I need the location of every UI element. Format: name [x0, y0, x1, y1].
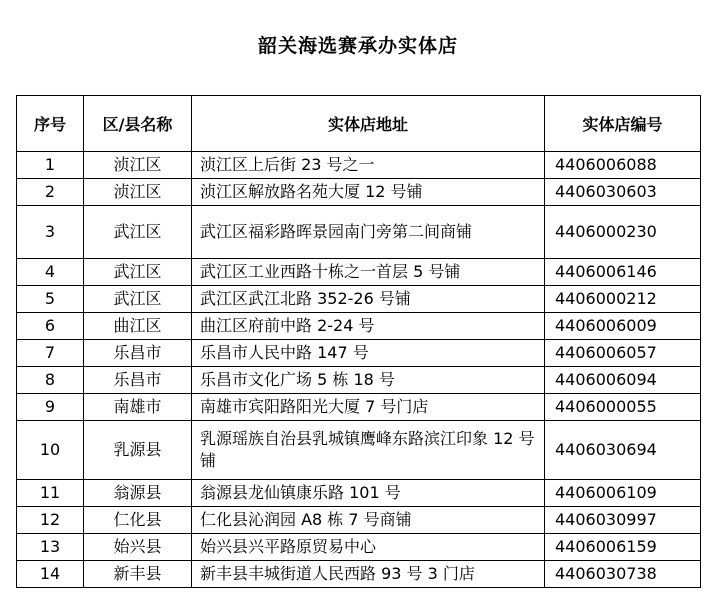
cell-district: 翁源县 — [84, 480, 192, 507]
cell-seq: 8 — [17, 367, 84, 394]
cell-code: 4406006009 — [545, 313, 701, 340]
cell-seq: 11 — [17, 480, 84, 507]
table-row — [17, 340, 701, 367]
table-row — [17, 286, 701, 313]
cell-address: 乳源瑶族自治县乳城镇鹰峰东路滨江印象 12 号铺 — [192, 421, 545, 480]
cell-seq: 2 — [17, 179, 84, 206]
page-title: 韶关海选赛承办实体店 — [257, 35, 458, 57]
cell-seq: 1 — [17, 152, 84, 179]
cell-code: 4406006109 — [545, 480, 701, 507]
header-seq: 序号 — [17, 96, 84, 152]
cell-district: 仁化县 — [84, 507, 192, 534]
cell-code: 4406000230 — [545, 206, 701, 259]
table-row — [17, 313, 701, 340]
cell-seq: 10 — [17, 421, 84, 480]
table-row — [17, 152, 701, 179]
cell-code: 4406006088 — [545, 152, 701, 179]
header-code: 实体店编号 — [545, 96, 701, 152]
cell-district: 浈江区 — [84, 179, 192, 206]
cell-seq: 4 — [17, 259, 84, 286]
table-row — [17, 394, 701, 421]
cell-code: 4406030694 — [545, 421, 701, 480]
table-row — [17, 561, 701, 588]
cell-district: 曲江区 — [84, 313, 192, 340]
cell-seq: 13 — [17, 534, 84, 561]
cell-address: 乐昌市文化广场 5 栋 18 号 — [192, 367, 545, 394]
table-header-row — [17, 96, 701, 152]
table-row — [17, 179, 701, 206]
cell-address: 武江区武江北路 352-26 号铺 — [192, 286, 545, 313]
cell-address: 仁化县沁润园 A8 栋 7 号商铺 — [192, 507, 545, 534]
cell-address: 南雄市宾阳路阳光大厦 7 号门店 — [192, 394, 545, 421]
cell-code: 4406030738 — [545, 561, 701, 588]
cell-seq: 12 — [17, 507, 84, 534]
cell-district: 乐昌市 — [84, 340, 192, 367]
cell-code: 4406006159 — [545, 534, 701, 561]
cell-seq: 7 — [17, 340, 84, 367]
table-row — [17, 367, 701, 394]
cell-address: 曲江区府前中路 2-24 号 — [192, 313, 545, 340]
cell-code: 4406030997 — [545, 507, 701, 534]
table-row — [17, 206, 701, 259]
store-table — [16, 95, 701, 588]
cell-seq: 6 — [17, 313, 84, 340]
header-address: 实体店地址 — [192, 96, 545, 152]
cell-district: 浈江区 — [84, 152, 192, 179]
cell-address: 武江区工业西路十栋之一首层 5 号铺 — [192, 259, 545, 286]
cell-district: 始兴县 — [84, 534, 192, 561]
table-row — [17, 507, 701, 534]
cell-address: 始兴县兴平路原贸易中心 — [192, 534, 545, 561]
cell-district: 武江区 — [84, 259, 192, 286]
cell-address: 浈江区上后街 23 号之一 — [192, 152, 545, 179]
cell-seq: 14 — [17, 561, 84, 588]
table-row — [17, 259, 701, 286]
cell-district: 新丰县 — [84, 561, 192, 588]
cell-address: 新丰县丰城街道人民西路 93 号 3 门店 — [192, 561, 545, 588]
cell-seq: 5 — [17, 286, 84, 313]
cell-code: 4406000212 — [545, 286, 701, 313]
cell-address: 翁源县龙仙镇康乐路 101 号 — [192, 480, 545, 507]
header-district: 区/县名称 — [84, 96, 192, 152]
table-row — [17, 421, 701, 480]
table-row — [17, 480, 701, 507]
cell-district: 武江区 — [84, 206, 192, 259]
cell-code: 4406030603 — [545, 179, 701, 206]
cell-code: 4406006094 — [545, 367, 701, 394]
cell-district: 武江区 — [84, 286, 192, 313]
cell-code: 4406000055 — [545, 394, 701, 421]
cell-code: 4406006146 — [545, 259, 701, 286]
cell-district: 乳源县 — [84, 421, 192, 480]
cell-address: 武江区福彩路晖景园南门旁第二间商铺 — [192, 206, 545, 259]
cell-address: 乐昌市人民中路 147 号 — [192, 340, 545, 367]
cell-address: 浈江区解放路名苑大厦 12 号铺 — [192, 179, 545, 206]
table-row — [17, 534, 701, 561]
cell-district: 南雄市 — [84, 394, 192, 421]
cell-code: 4406006057 — [545, 340, 701, 367]
cell-seq: 3 — [17, 206, 84, 259]
cell-seq: 9 — [17, 394, 84, 421]
cell-district: 乐昌市 — [84, 367, 192, 394]
